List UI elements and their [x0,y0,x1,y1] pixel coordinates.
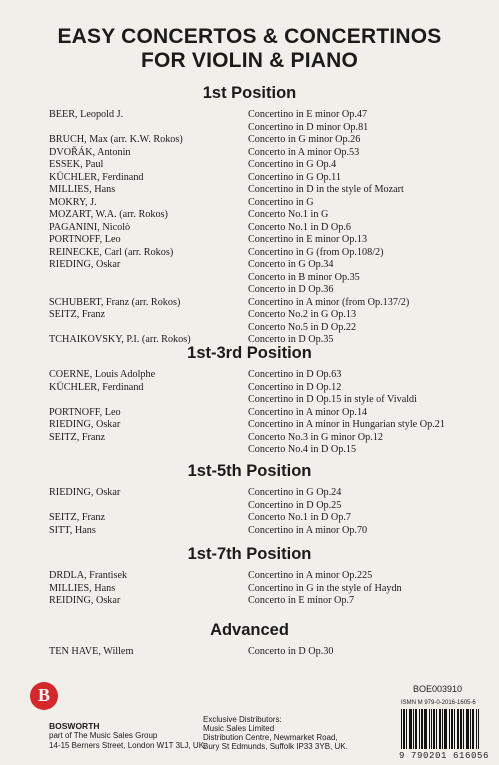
composer-name: MOZART, W.A. (arr. Rokos) [49,209,168,220]
barcode-bar [422,709,423,749]
work-title: Concertino in E minor Op.13 [248,234,368,245]
listing-row [0,309,499,322]
barcode [401,709,479,749]
work-title: Concerto No.1 in G [248,209,329,220]
work-title: Concertino in A minor Op.225 [248,570,373,581]
section-heading: 1st Position [202,84,297,102]
work-title: Concerto No.1 in D Op.6 [248,221,351,233]
barcode-bar [460,709,461,749]
section-heading: 1st-5th Position [187,462,312,480]
listing-row [0,297,499,310]
work-title: Concertino in D Op.25 [248,499,342,511]
work-title: Concertino in A minor Op.14 [248,406,368,418]
composer-name: RIEDING, Oskar [49,419,121,430]
composer-name: RIEDING, Oskar [49,259,121,270]
section-2 [0,461,499,537]
composer-name: BRUCH, Max (arr. K.W. Rokos) [49,134,183,145]
listing-row [0,222,499,235]
work-title: Concertino in G [248,196,314,208]
section-heading: Advanced [210,621,289,639]
work-title: Concerto No.5 in D Op.22 [248,321,357,333]
barcode-bar [419,709,420,749]
barcode-bar [439,709,440,749]
barcode-bar [434,709,435,749]
barcode-bar [431,709,432,749]
work-title: Concerto No.4 in D Op.15 [248,444,357,455]
barcode-bar [444,709,445,749]
barcode-bar [458,709,459,749]
work-title: Concerto in G minor Op.26 [248,134,361,145]
composer-name: REINECKE, Carl (arr. Rokos) [49,246,174,258]
barcode-bar [421,709,422,749]
section-heading: 1st-7th Position [187,545,312,563]
listing-row [0,369,499,382]
composer-name: BEER, Leopold J. [49,109,124,120]
barcode-bar [451,709,452,749]
barcode-bar [416,709,417,749]
barcode-bar [411,709,412,749]
section-1 [0,343,499,457]
work-title: Concerto in B minor Op.35 [248,271,360,283]
barcode-bar [468,709,469,749]
listing-row [0,147,499,160]
composer-name: RIEDING, Oskar [49,487,121,498]
barcode-bar [476,709,477,749]
listing-row [0,583,499,596]
listing-row [0,134,499,147]
listing-row [0,284,499,297]
composer-name: SCHUBERT, Franz (arr. Rokos) [49,296,181,308]
composer-name: KÜCHLER, Ferdinand [49,381,144,393]
composer-name: SITT, Hans [49,524,96,536]
work-title: Concertino in A minor in Hungarian style Op.21 [248,419,445,430]
work-title: Concertino in D in the style of Mozart [248,184,404,195]
work-title: Concerto No.1 in D Op.7 [248,512,351,523]
work-title: Concertino in G (from Op.108/2) [248,246,384,258]
composer-name: KÜCHLER, Ferdinand [49,171,144,183]
work-title: Concerto in G Op.34 [248,259,334,270]
logo-letter: B [37,685,50,705]
listing-row [0,159,499,172]
section-4 [0,620,499,659]
barcode-bar [457,709,458,749]
listing-row [0,444,499,457]
barcode-bar [449,709,450,749]
composer-name: DRDLA, Frantisek [49,570,128,581]
barcode-bar [410,709,411,749]
barcode-bar [470,709,471,749]
work-title: Concerto in E minor Op.7 [248,595,355,606]
work-title: Concertino in G Op.11 [248,171,341,183]
composer-name: ESSEK, Paul [49,159,104,170]
work-title: Concerto in A minor Op.53 [248,146,360,158]
barcode-bar [426,709,427,749]
listing-row [0,234,499,247]
barcode-bar [454,709,455,749]
barcode-bar [425,709,426,749]
barcode-bar [461,709,462,749]
listing-row [0,184,499,197]
barcode-bar [403,709,404,749]
listing-row [0,122,499,135]
page-title-line-1: EASY CONCERTOS & CONCERTINOS [57,25,442,48]
listing-row [0,570,499,583]
listing-row [0,432,499,445]
work-title: Concertino in A minor (from Op.137/2) [248,296,410,308]
listing-row [0,382,499,395]
page-title-line-2: FOR VIOLIN & PIANO [140,49,359,72]
bosworth-logo [30,682,58,710]
listing-row [0,322,499,335]
section-3 [0,544,499,608]
composer-name: SEITZ, Franz [49,309,106,320]
work-title: Concertino in D Op.12 [248,381,342,393]
barcode-bar [406,709,407,749]
work-title: Concertino in G Op.4 [248,159,337,170]
listing-row [0,419,499,432]
composer-name: TEN HAVE, Willem [49,646,134,657]
barcode-bar [452,709,453,749]
catalogue-number: BOE003910 [413,684,463,694]
distributor-address-2: Bury St Edmunds, Suffolk IP33 3YB, UK. [203,742,348,751]
listing-row [0,512,499,525]
composer-name: TCHAIKOVSKY, P.I. (arr. Rokos) [49,334,191,345]
work-title: Concerto No.3 in G minor Op.12 [248,431,383,443]
work-title: Concertino in D Op.63 [248,369,342,380]
listing-row [0,209,499,222]
work-title: Concertino in E minor Op.47 [248,109,368,120]
barcode-bar [473,709,474,749]
composer-name: MILLIES, Hans [49,184,116,195]
barcode-bar [472,709,473,749]
composer-name: DVOŘÁK, Antonin [49,146,131,158]
barcode-digits: 9 790201 616056 [399,751,490,761]
work-title: Concerto in D Op.36 [248,284,334,295]
listing-row [0,500,499,513]
barcode-bar [429,709,430,749]
ismn-number: ISMN M 979-0-2016-1605-6 [401,700,476,706]
barcode-bar [467,709,468,749]
barcode-bar [446,709,447,749]
barcode-bar [409,709,410,749]
work-title: Concertino in G Op.24 [248,487,342,498]
listing-row [0,197,499,210]
listing-row [0,525,499,538]
composer-name: MILLIES, Hans [49,582,116,594]
composer-name: COERNE, Louis Adolphe [49,369,156,380]
composer-name: SEITZ, Franz [49,512,106,523]
barcode-bar [442,709,443,749]
composer-name: SEITZ, Franz [49,431,106,443]
listing-row [0,172,499,185]
distributor-heading: Exclusive Distributors: [203,715,282,724]
listing-row [0,646,499,659]
publisher-address: 14-15 Berners Street, London W1T 3LJ, UK. [49,741,207,750]
listing-row [0,394,499,407]
work-title: Concertino in A minor Op.70 [248,524,368,536]
listing-row [0,259,499,272]
composer-name: PORTNOFF, Leo [49,234,121,245]
barcode-bar [424,709,425,749]
work-title: Concertino in G in the style of Haydn [248,582,402,594]
composer-name: MOKRY, J. [49,196,97,208]
listing-row [0,595,499,608]
section-heading: 1st-3rd Position [187,344,312,362]
publisher-name: BOSWORTH [49,721,100,731]
barcode-bar [404,709,405,749]
barcode-bar [478,709,479,749]
distributor-name: Music Sales Limited [203,724,275,733]
composer-name: PORTNOFF, Leo [49,406,121,418]
work-title: Concerto No.2 in G Op.13 [248,309,357,320]
barcode-bar [440,709,441,749]
barcode-bar [436,709,437,749]
listing-row [0,272,499,285]
barcode-bar [433,709,434,749]
barcode-bar [466,709,467,749]
work-title: Concertino in D minor Op.81 [248,121,369,133]
composer-name: PAGANINI, Nicolò [49,221,131,233]
listing-row [0,109,499,122]
barcode-bar [413,709,414,749]
section-0 [0,83,499,347]
publisher-group: part of The Music Sales Group [49,731,158,740]
barcode-bar [415,709,416,749]
work-title: Concertino in D Op.15 in style of Vivaldi [248,394,417,405]
listing-row [0,247,499,260]
barcode-bar [401,709,402,749]
composer-name: REIDING, Oskar [49,595,121,606]
work-title: Concerto in D Op.35 [248,334,334,345]
barcode-bar [445,709,446,749]
distributor-address-1: Distribution Centre, Newmarket Road, [203,733,338,742]
barcode-bar [463,709,464,749]
listing-row [0,487,499,500]
listing-row [0,407,499,420]
work-title: Concerto in D Op.30 [248,646,334,657]
